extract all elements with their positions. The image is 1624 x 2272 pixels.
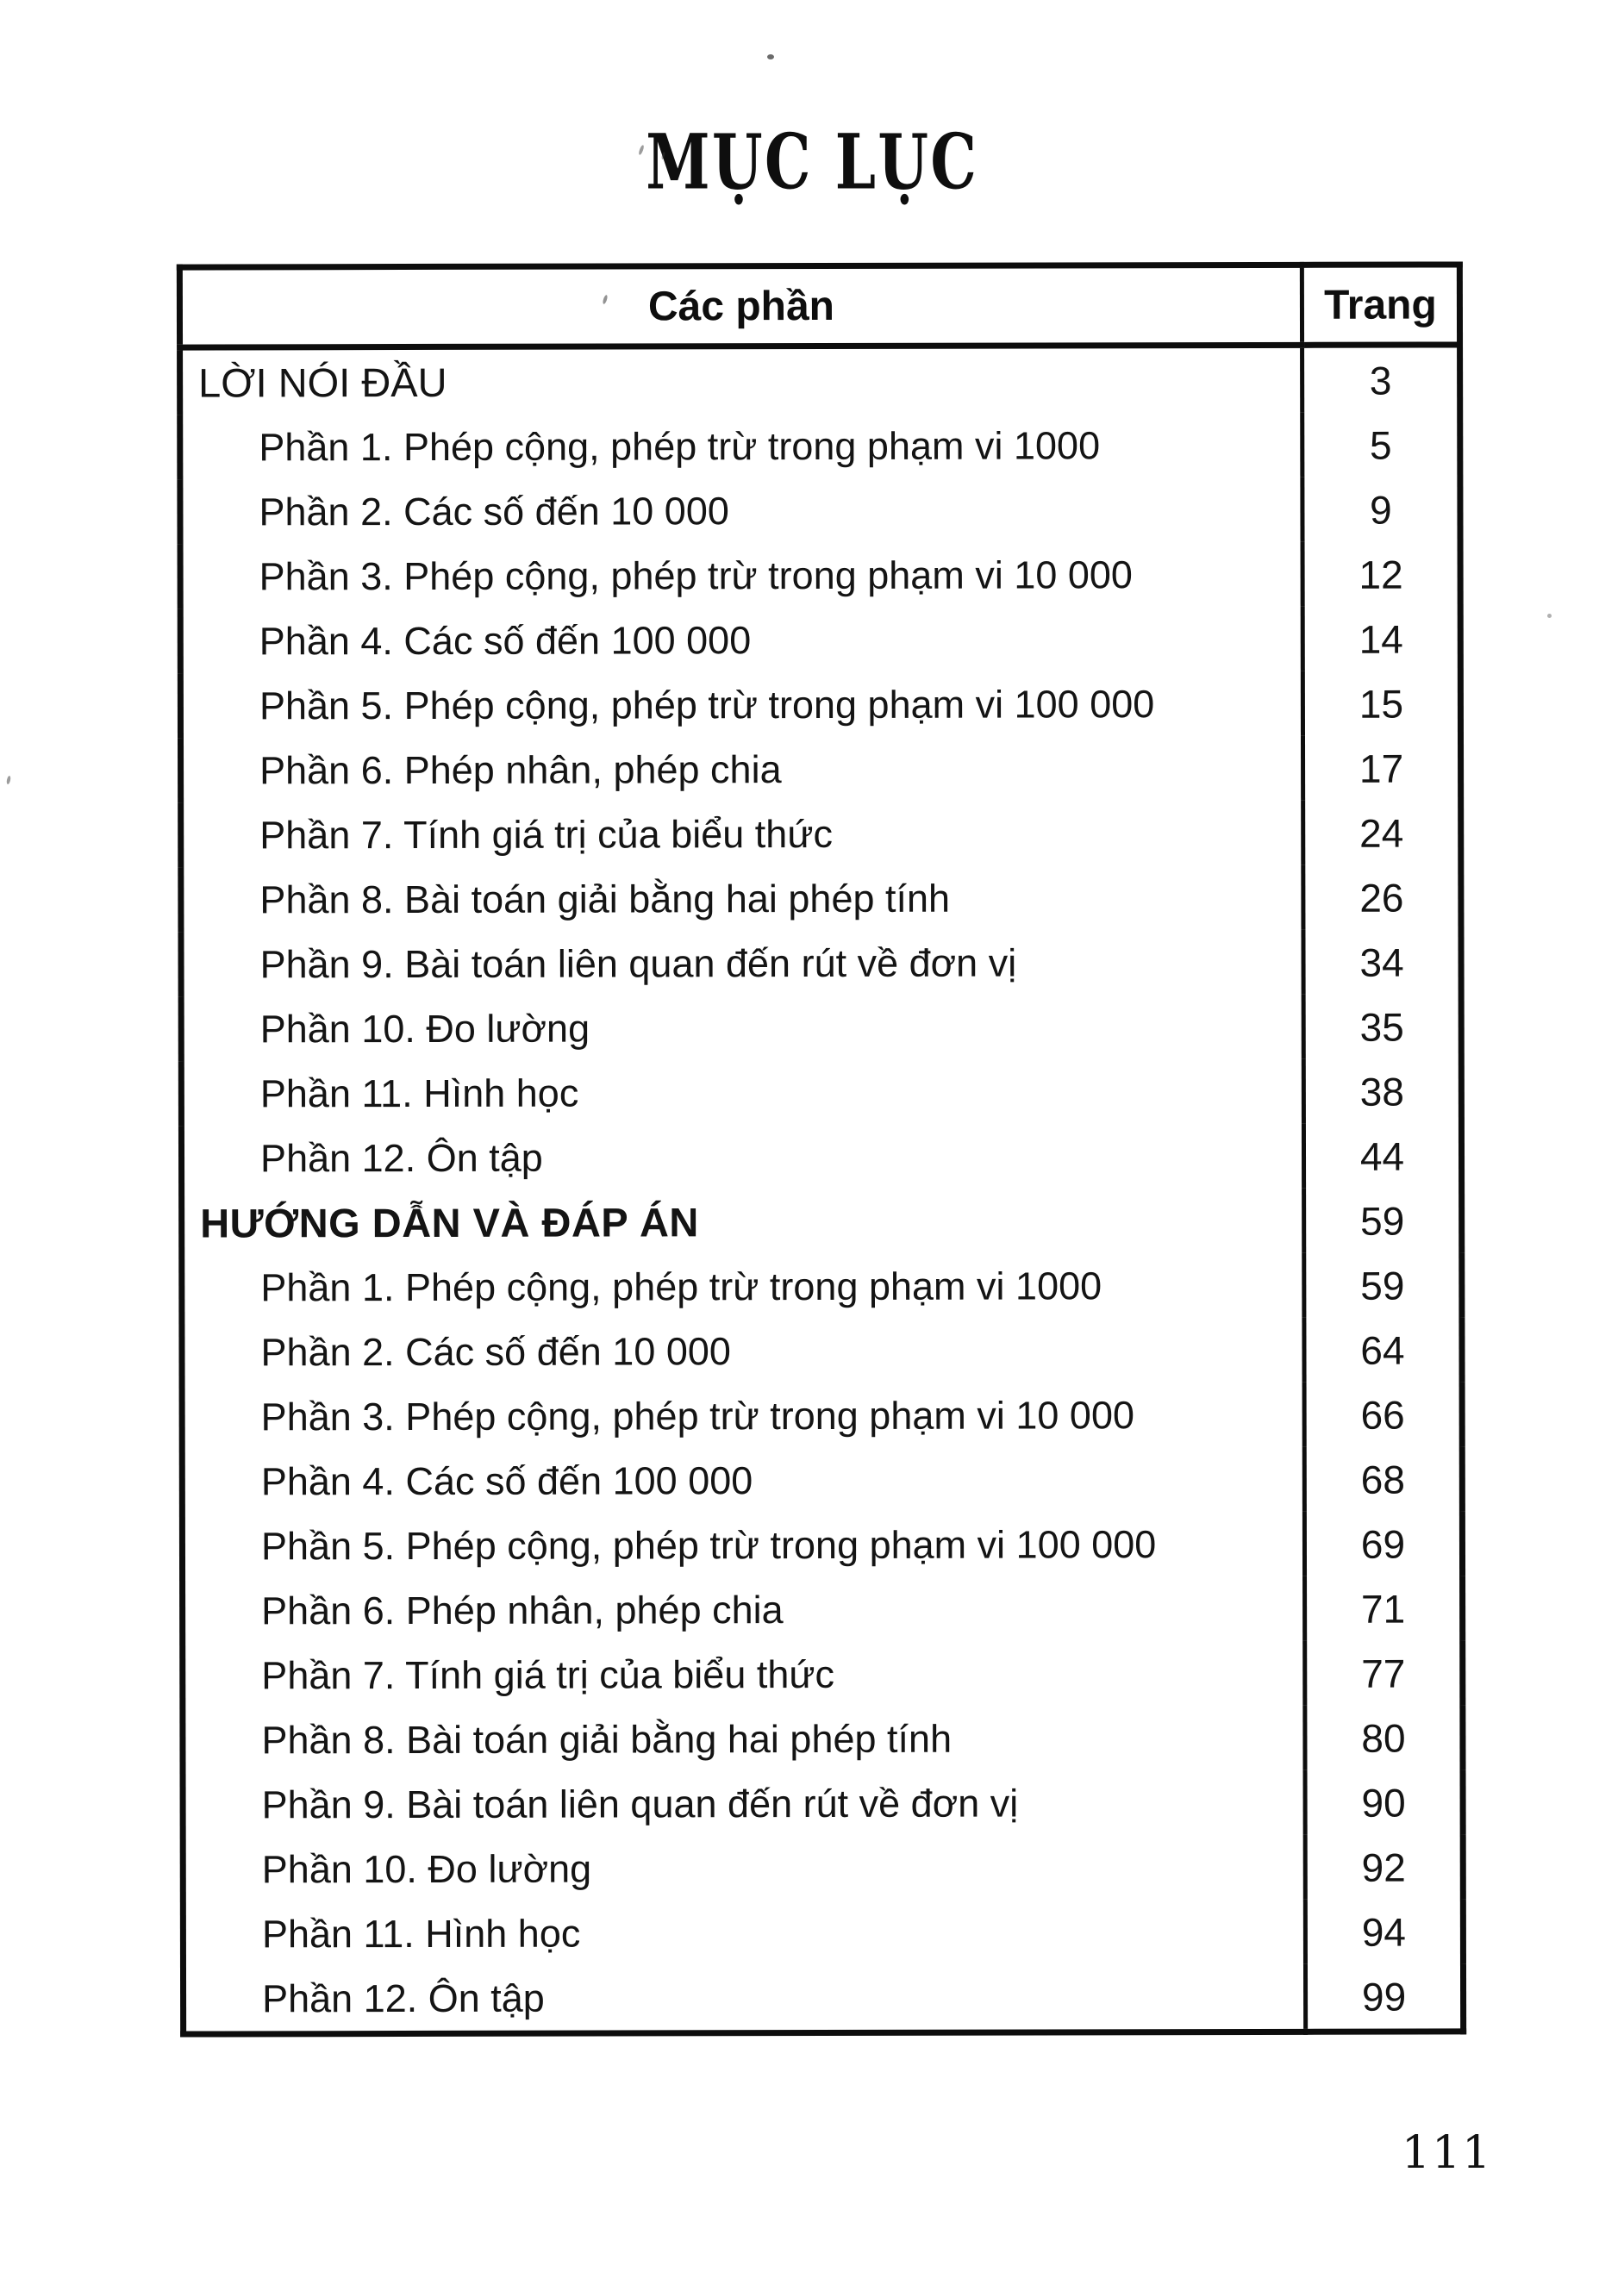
table-row — [182, 1317, 1462, 1384]
row-page: 66 — [1360, 1392, 1405, 1438]
title-wrap — [0, 116, 1624, 207]
row-page: 44 — [1359, 1133, 1405, 1179]
table-row — [183, 1576, 1463, 1643]
table-row — [181, 929, 1461, 996]
row-label: Phần 8. Bài toán giải bằng hai phép tính — [181, 865, 1303, 933]
table-row — [182, 1382, 1462, 1449]
row-page: 99 — [1361, 1974, 1407, 2019]
table-row — [180, 671, 1460, 738]
table-row — [180, 606, 1460, 673]
row-label: Phần 6. Phép nhân, phép chia — [180, 736, 1302, 803]
row-label: Phần 4. Các số đến 100 000 — [180, 607, 1302, 674]
table-row — [181, 800, 1461, 867]
row-page: 69 — [1360, 1521, 1406, 1567]
row-page: 94 — [1361, 1909, 1407, 1955]
row-label: Phần 11. Hình học — [181, 1059, 1303, 1127]
row-label: Phần 8. Bài toán giải bằng hai phép tính — [183, 1706, 1305, 1773]
row-page: 14 — [1359, 616, 1403, 662]
row-label: Phần 3. Phép cộng, phép trừ trong phạm vi 10 000 — [180, 542, 1302, 609]
table-row — [181, 994, 1461, 1061]
row-label: LỜI NÓI ĐẦU — [180, 345, 1302, 415]
toc-table — [177, 261, 1466, 2037]
table-row — [180, 412, 1460, 479]
row-page: 38 — [1359, 1069, 1404, 1114]
row-page: 34 — [1359, 939, 1404, 985]
row-label: Phần 1. Phép cộng, phép trừ trong phạm vi 1000 — [180, 413, 1302, 480]
table-row — [180, 345, 1460, 415]
row-page: 59 — [1360, 1263, 1405, 1308]
row-page: 68 — [1360, 1457, 1405, 1502]
table-row — [180, 735, 1460, 802]
table-row — [182, 1511, 1462, 1578]
table-row — [183, 1705, 1463, 1772]
row-label: Phần 7. Tính giá trị của biểu thức — [183, 1641, 1305, 1708]
row-page: 15 — [1359, 681, 1404, 727]
table-row — [182, 1252, 1462, 1320]
row-label: Phần 10. Đo lường — [183, 1835, 1305, 1902]
row-label: Phần 3. Phép cộng, phép trừ trong phạm vi 10 000 — [182, 1383, 1304, 1450]
toc-header-row — [179, 265, 1459, 347]
folio-page-number: 111 — [1402, 2127, 1493, 2179]
row-page: 90 — [1361, 1780, 1406, 1826]
row-label: Phần 12. Ôn tập — [183, 1964, 1305, 2034]
row-page: 77 — [1361, 1651, 1406, 1696]
row-label: Phần 10. Đo lường — [181, 995, 1303, 1062]
row-page: 71 — [1360, 1586, 1406, 1632]
row-page: 12 — [1359, 552, 1403, 597]
table-row — [183, 1834, 1463, 1901]
table-row — [181, 1058, 1461, 1126]
table-row — [182, 1188, 1462, 1255]
toc-header-page: Trang — [1302, 265, 1459, 345]
table-row — [182, 1446, 1462, 1514]
table-row — [183, 1640, 1463, 1707]
row-page: 26 — [1359, 875, 1404, 921]
row-label: Phần 7. Tính giá trị của biểu thức — [181, 801, 1303, 868]
scan-speck — [6, 776, 11, 785]
row-label: Phần 11. Hình học — [183, 1900, 1305, 1967]
row-label: Phần 9. Bài toán liên quan đến rút về đơn vị — [183, 1770, 1305, 1838]
table-row — [180, 541, 1460, 609]
row-label: Phần 6. Phép nhân, phép chia — [183, 1576, 1305, 1644]
table-row — [181, 864, 1461, 932]
table-row — [180, 477, 1460, 544]
table-row — [183, 1770, 1463, 1837]
row-page: 5 — [1369, 422, 1392, 468]
row-label: HƯỚNG DẪN VÀ ĐÁP ÁN — [182, 1189, 1304, 1256]
row-page: 59 — [1360, 1198, 1405, 1244]
row-label: Phần 2. Các số đến 10 000 — [180, 477, 1302, 545]
row-label: Phần 5. Phép cộng, phép trừ trong phạm vi 100 000 — [180, 671, 1302, 739]
row-page: 35 — [1359, 1004, 1404, 1050]
row-page: 80 — [1361, 1715, 1406, 1761]
row-page: 92 — [1361, 1844, 1406, 1890]
scan-speck — [1547, 614, 1552, 618]
row-label: Phần 4. Các số đến 100 000 — [182, 1447, 1304, 1514]
row-label: Phần 12. Ôn tập — [181, 1124, 1303, 1191]
toc-header — [179, 265, 1459, 347]
row-label: Phần 2. Các số đến 10 000 — [182, 1318, 1304, 1385]
row-label: Phần 1. Phép cộng, phép trừ trong phạm vi 1000 — [182, 1253, 1304, 1320]
table-row — [183, 1963, 1463, 2034]
row-page: 17 — [1359, 746, 1404, 791]
row-page: 3 — [1369, 358, 1392, 403]
toc-body — [180, 345, 1464, 2034]
row-page: 64 — [1360, 1327, 1405, 1373]
toc-header-sections: Các phần — [179, 265, 1302, 347]
table-row — [181, 1123, 1461, 1190]
row-page: 24 — [1359, 810, 1404, 856]
scan-speck — [767, 54, 774, 59]
row-label: Phần 5. Phép cộng, phép trừ trong phạm vi 100 000 — [182, 1512, 1304, 1579]
row-page: 9 — [1370, 487, 1392, 533]
table-row — [183, 1899, 1463, 1966]
row-label: Phần 9. Bài toán liên quan đến rút về đơn vị — [181, 930, 1303, 997]
page-title: MỤC LỤC — [645, 116, 978, 207]
